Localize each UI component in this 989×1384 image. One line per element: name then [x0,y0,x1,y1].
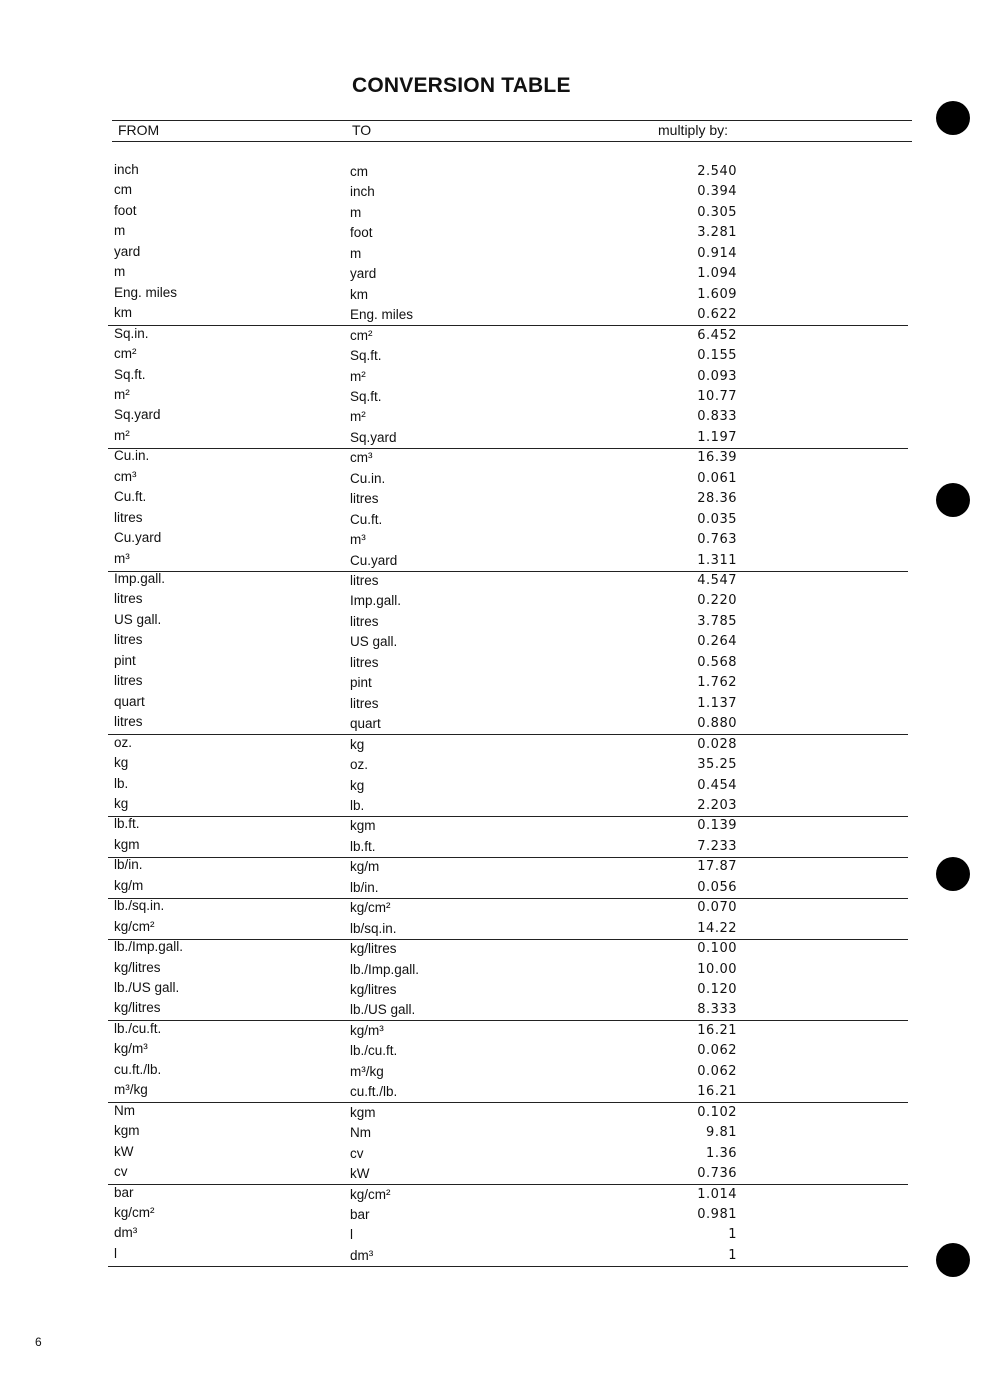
table-cell-multiply: 10.00 [697,962,737,977]
table-cell-multiply: 1.311 [697,553,737,568]
table-cell-multiply: 0.139 [697,818,737,833]
table-cell-to: Cu.ft. [350,512,383,527]
table-cell-multiply: 8.333 [697,1002,737,1017]
group-separator-rule [108,939,908,940]
table-cell-multiply: 1.609 [697,287,737,302]
table-cell-to: oz. [350,757,369,772]
table-cell-from: Sq.in. [114,326,149,341]
group-separator-rule [108,1266,908,1267]
table-cell-from: cm² [114,346,137,361]
group-separator-rule [108,857,908,858]
table-cell-to: kg/cm² [350,900,391,915]
table-cell-to: m³ [350,532,366,547]
group-separator-rule [108,571,908,572]
table-cell-from: Imp.gall. [114,571,166,586]
table-cell-multiply: 1 [728,1248,737,1263]
table-cell-multiply: 1.36 [706,1146,737,1161]
page-number: 6 [35,1335,42,1349]
table-cell-to: kg/litres [350,982,397,997]
binder-hole-icon [936,101,970,135]
table-cell-to: kg [350,737,365,752]
table-cell-to: Imp.gall. [350,593,402,608]
table-cell-from: dm³ [114,1225,138,1240]
table-cell-from: kg/m³ [114,1041,148,1056]
table-cell-from: kW [114,1144,134,1159]
table-cell-to: kg/litres [350,941,397,956]
table-cell-from: pint [114,653,136,668]
table-cell-to: quart [350,716,381,731]
table-cell-to: m [350,246,362,261]
table-cell-multiply: 1.014 [697,1187,737,1202]
table-cell-multiply: 0.035 [697,512,737,527]
table-cell-from: litres [114,591,143,606]
table-cell-from: lb. [114,776,129,791]
group-separator-rule [108,898,908,899]
table-cell-from: Eng. miles [114,285,178,300]
table-cell-multiply: 0.763 [697,532,737,547]
table-cell-from: lb./US gall. [114,980,180,995]
table-cell-to: pint [350,675,372,690]
table-cell-to: kg/cm² [350,1187,391,1202]
table-cell-from: US gall. [114,612,162,627]
binder-hole-icon [936,483,970,517]
table-cell-to: bar [350,1207,370,1222]
table-cell-multiply: 1.197 [697,430,737,445]
table-cell-from: kgm [114,1123,140,1138]
table-cell-multiply: 0.056 [697,880,737,895]
table-cell-from: Sq.yard [114,407,161,422]
table-cell-from: yard [114,244,141,259]
table-cell-to: kg/m [350,859,380,874]
binder-hole-icon [936,1243,970,1277]
table-cell-multiply: 14.22 [697,921,737,936]
table-cell-from: kg [114,796,129,811]
table-cell-multiply: 2.203 [697,798,737,813]
table-cell-to: litres [350,491,379,506]
table-cell-multiply: 0.120 [697,982,737,997]
table-cell-from: quart [114,694,145,709]
header-bottom-rule [112,141,912,142]
table-cell-multiply: 3.281 [697,225,737,240]
table-cell-multiply: 17.87 [697,859,737,874]
column-header-multiply: multiply by: [658,122,729,138]
table-cell-from: lb./cu.ft. [114,1021,162,1036]
table-cell-multiply: 10.77 [697,389,737,404]
table-cell-to: lb/in. [350,880,379,895]
table-cell-to: kg [350,778,365,793]
column-header-to: TO [352,122,372,138]
table-cell-from: m² [114,387,130,402]
table-cell-from: kg/litres [114,1000,161,1015]
table-cell-from: km [114,305,132,320]
table-cell-to: lb./Imp.gall. [350,962,420,977]
table-cell-from: cm [114,182,132,197]
table-cell-to: cu.ft./lb. [350,1084,398,1099]
table-cell-to: kg/m³ [350,1023,384,1038]
table-cell-from: m [114,223,126,238]
page-title: CONVERSION TABLE [352,74,571,97]
table-cell-to: kgm [350,818,376,833]
group-separator-rule [108,448,908,449]
table-cell-to: m [350,205,362,220]
table-cell-to: Sq.ft. [350,348,382,363]
table-cell-multiply: 0.305 [697,205,737,220]
table-cell-to: Cu.in. [350,471,386,486]
group-separator-rule [108,1102,908,1103]
table-cell-multiply: 0.880 [697,716,737,731]
table-cell-to: lb.ft. [350,839,376,854]
table-cell-from: m³/kg [114,1082,148,1097]
table-cell-multiply: 0.062 [697,1064,737,1079]
table-cell-multiply: 16.39 [697,450,737,465]
table-cell-to: kgm [350,1105,376,1120]
table-cell-to: litres [350,655,379,670]
table-cell-to: US gall. [350,634,398,649]
table-cell-from: Nm [114,1103,135,1118]
table-cell-to: Sq.yard [350,430,397,445]
table-cell-to: inch [350,184,375,199]
header-top-rule [112,120,912,121]
table-cell-multiply: 16.21 [697,1084,737,1099]
table-cell-from: lb./sq.in. [114,898,165,913]
table-cell-to: litres [350,573,379,588]
table-cell-to: lb./US gall. [350,1002,416,1017]
table-cell-to: cm² [350,328,373,343]
table-cell-from: kg/cm² [114,1205,155,1220]
table-cell-multiply: 0.394 [697,184,737,199]
group-separator-rule [108,734,908,735]
table-cell-from: litres [114,632,143,647]
table-cell-multiply: 0.622 [697,307,737,322]
table-cell-multiply: 1.137 [697,696,737,711]
table-cell-from: bar [114,1185,134,1200]
table-cell-multiply: 0.568 [697,655,737,670]
table-cell-to: Nm [350,1125,371,1140]
table-cell-to: litres [350,696,379,711]
table-cell-multiply: 16.21 [697,1023,737,1038]
table-cell-multiply: 0.061 [697,471,737,486]
table-cell-from: kg/m [114,878,144,893]
table-cell-from: cm³ [114,469,137,484]
table-cell-from: lb./Imp.gall. [114,939,184,954]
table-cell-multiply: 0.093 [697,369,737,384]
table-cell-to: lb/sq.in. [350,921,397,936]
table-cell-multiply: 0.264 [697,634,737,649]
table-cell-from: m³ [114,551,130,566]
table-cell-multiply: 0.062 [697,1043,737,1058]
table-cell-to: cv [350,1146,364,1161]
table-cell-from: Sq.ft. [114,367,146,382]
group-separator-rule [108,1020,908,1021]
table-cell-from: lb/in. [114,857,143,872]
table-cell-from: inch [114,162,139,177]
table-cell-multiply: 0.070 [697,900,737,915]
table-cell-multiply: 28.36 [697,491,737,506]
table-cell-multiply: 0.454 [697,778,737,793]
table-cell-multiply: 1.762 [697,675,737,690]
table-cell-multiply: 35.25 [697,757,737,772]
table-cell-from: litres [114,714,143,729]
table-cell-to: m² [350,409,366,424]
table-cell-from: litres [114,510,143,525]
table-cell-to: cm [350,164,368,179]
table-cell-from: kg [114,755,129,770]
table-cell-to: kW [350,1166,370,1181]
table-cell-multiply: 6.452 [697,328,737,343]
table-cell-to: Sq.ft. [350,389,382,404]
table-cell-from: cv [114,1164,128,1179]
table-cell-multiply: 0.028 [697,737,737,752]
table-cell-from: Cu.in. [114,448,150,463]
binder-hole-icon [936,857,970,891]
table-cell-from: m² [114,428,130,443]
table-cell-to: Cu.yard [350,553,398,568]
table-cell-multiply: 0.914 [697,246,737,261]
table-cell-multiply: 0.736 [697,1166,737,1181]
table-cell-from: m [114,264,126,279]
table-cell-multiply: 0.155 [697,348,737,363]
table-cell-to: litres [350,614,379,629]
table-cell-to: cm³ [350,450,373,465]
table-cell-from: litres [114,673,143,688]
table-cell-from: l [114,1246,117,1261]
table-cell-to: km [350,287,368,302]
table-cell-from: kgm [114,837,140,852]
table-cell-multiply: 3.785 [697,614,737,629]
table-cell-multiply: 1 [728,1227,737,1242]
group-separator-rule [108,1184,908,1185]
table-cell-to: lb./cu.ft. [350,1043,398,1058]
table-cell-to: foot [350,225,373,240]
table-cell-multiply: 0.981 [697,1207,737,1222]
table-cell-from: lb.ft. [114,816,140,831]
table-cell-from: kg/cm² [114,919,155,934]
table-cell-to: Eng. miles [350,307,414,322]
table-cell-multiply: 0.833 [697,409,737,424]
table-cell-from: kg/litres [114,960,161,975]
table-cell-multiply: 7.233 [697,839,737,854]
table-cell-multiply: 0.220 [697,593,737,608]
table-cell-to: yard [350,266,377,281]
column-header-from: FROM [118,122,160,138]
table-cell-to: l [350,1227,353,1242]
table-cell-from: Cu.yard [114,530,162,545]
table-cell-multiply: 2.540 [697,164,737,179]
table-cell-multiply: 1.094 [697,266,737,281]
table-cell-from: Cu.ft. [114,489,147,504]
table-cell-from: cu.ft./lb. [114,1062,162,1077]
table-cell-from: oz. [114,735,133,750]
table-cell-multiply: 4.547 [697,573,737,588]
table-cell-multiply: 0.102 [697,1105,737,1120]
group-separator-rule [108,816,908,817]
table-cell-to: lb. [350,798,365,813]
table-cell-to: m² [350,369,366,384]
group-separator-rule [108,325,908,326]
table-cell-multiply: 9.81 [706,1125,737,1140]
table-cell-multiply: 0.100 [697,941,737,956]
table-cell-to: dm³ [350,1248,374,1263]
table-cell-from: foot [114,203,137,218]
table-cell-to: m³/kg [350,1064,384,1079]
